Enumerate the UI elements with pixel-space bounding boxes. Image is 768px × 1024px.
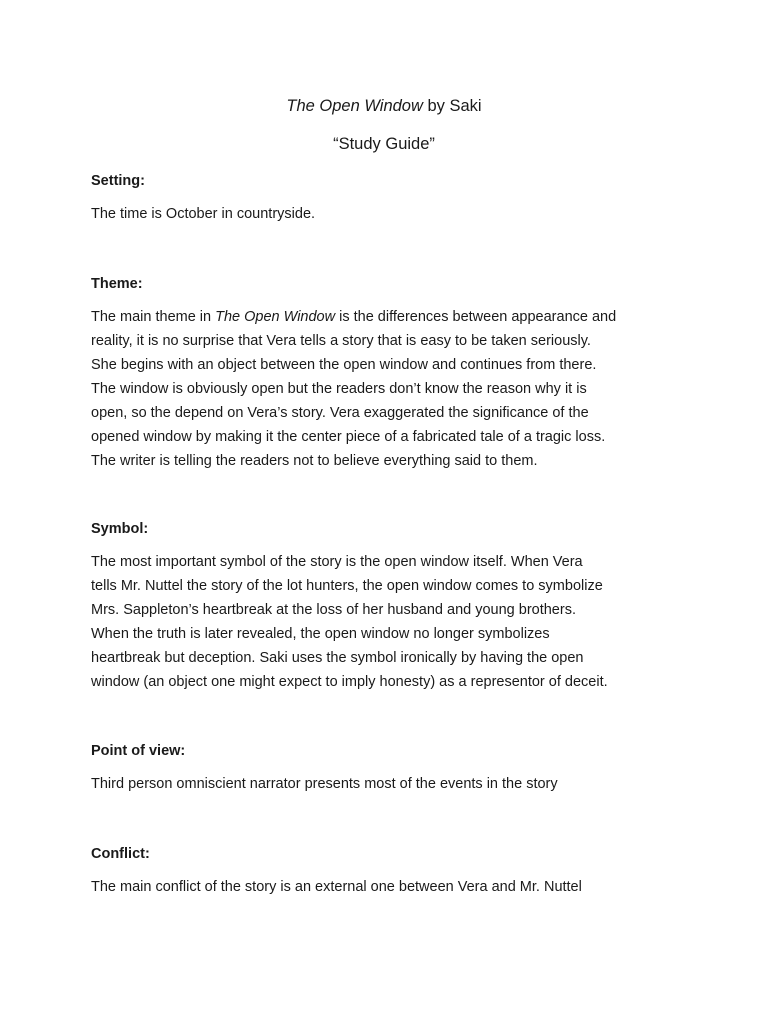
point-of-view-heading: Point of view:	[91, 743, 186, 759]
point-of-view-paragraph	[91, 772, 691, 796]
theme-paragraph	[91, 305, 691, 473]
theme-line-text: The main theme in	[91, 309, 216, 325]
setting-heading: Setting:	[91, 173, 145, 189]
conflict-paragraph	[91, 875, 691, 899]
symbol-line: The most important symbol of the story is the open window itself. When Vera	[91, 554, 583, 570]
symbol-heading: Symbol:	[91, 521, 149, 537]
conflict-heading: Conflict:	[91, 846, 150, 862]
theme-line: reality, it is no surprise that Vera tells a story that is easy to be taken seriously.	[91, 333, 591, 349]
conflict-line: The main conflict of the story is an external one between Vera and Mr. Nuttel	[91, 879, 582, 895]
document-title	[0, 96, 768, 116]
theme-heading: Theme:	[91, 276, 143, 292]
theme-line: She begins with an object between the open window and continues from there.	[91, 357, 597, 373]
theme-line: open, so the depend on Vera’s story. Vera exaggerated the significance of the	[91, 405, 589, 421]
setting-line: The time is October in countryside.	[91, 206, 316, 222]
document-subtitle: “Study Guide”	[333, 135, 435, 153]
point-of-view-line: Third person omniscient narrator presents most of the events in the story	[91, 776, 558, 792]
theme-line-text: is the differences between appearance and	[335, 309, 617, 325]
work-title: The Open Window	[286, 97, 423, 115]
theme-line	[91, 305, 691, 329]
symbol-line: window (an object one might expect to imply honesty) as a representor of deceit.	[91, 674, 608, 690]
symbol-line: tells Mr. Nuttel the story of the lot hunters, the open window comes to symbolize	[91, 578, 603, 594]
symbol-line: When the truth is later revealed, the open window no longer symbolizes	[91, 626, 550, 642]
author-byline: by Saki	[422, 97, 482, 115]
symbol-line: heartbreak but deception. Saki uses the symbol ironically by having the open	[91, 650, 584, 666]
theme-line: The window is obviously open but the readers don’t know the reason why it is	[91, 381, 587, 397]
theme-line: The writer is telling the readers not to believe everything said to them.	[91, 453, 538, 469]
symbol-paragraph	[91, 550, 691, 694]
theme-work-title: The Open Window	[215, 309, 336, 325]
symbol-line: Mrs. Sappleton’s heartbreak at the loss of her husband and young brothers.	[91, 602, 576, 618]
setting-paragraph	[91, 202, 691, 226]
theme-line: opened window by making it the center piece of a fabricated tale of a tragic loss.	[91, 429, 606, 445]
